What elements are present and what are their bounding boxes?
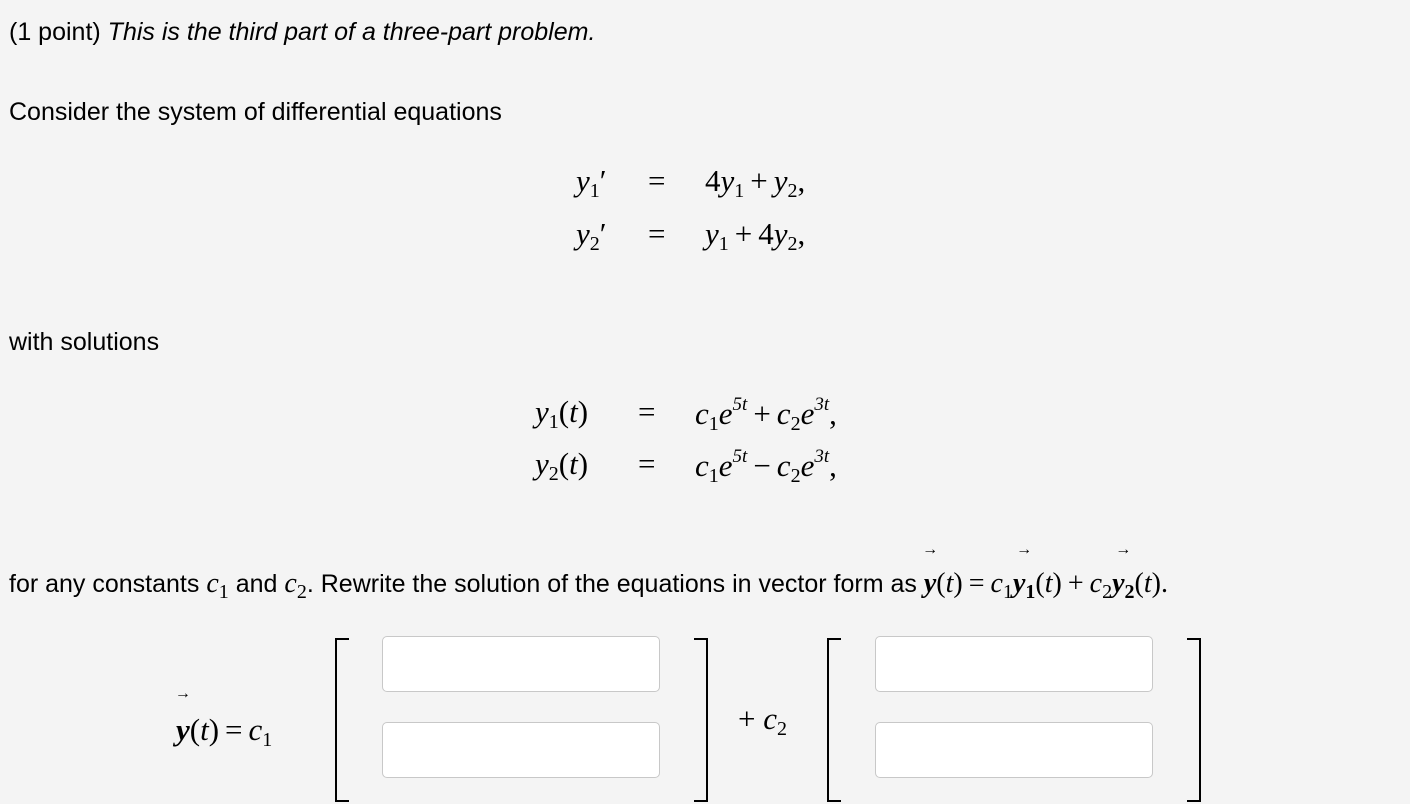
sol-eq-2: = xyxy=(638,446,656,481)
answer-input-vector1-row1[interactable] xyxy=(382,636,660,692)
matrix1-left-bracket xyxy=(335,638,349,802)
ode-rhs-2: $y_1 + 4y_2$, xyxy=(705,216,806,255)
ode-lhs-1: $y_1'$ xyxy=(576,163,607,202)
and-text: and xyxy=(235,570,278,598)
matrix1-right-bracket xyxy=(694,638,708,802)
ode-rhs-1: $4y_1 + y_2$, xyxy=(705,163,806,202)
solutions-text: with solutions xyxy=(9,328,160,356)
final-text: for any constants xyxy=(9,570,200,598)
c1-symbol: $c_1$ xyxy=(206,568,229,603)
ode-lhs-2: $y_2'$ xyxy=(576,216,607,255)
ode-eq-2: = xyxy=(648,216,666,251)
sol-rhs-2: $c_1e^{5t} - c_2e^{3t}$, xyxy=(695,446,837,487)
matrix2-right-bracket xyxy=(1187,638,1201,802)
sol-lhs-1: $y_1(t)$ xyxy=(535,394,589,433)
ode-eq-1: = xyxy=(648,163,666,198)
rewrite-text: . Rewrite the solution of the equations in vector form as xyxy=(306,570,917,598)
points-label: (1 point) xyxy=(9,18,101,46)
answer-input-vector2-row1[interactable] xyxy=(875,636,1153,692)
rewrite-instruction xyxy=(9,541,1168,604)
sol-eq-1: = xyxy=(638,394,656,429)
part-note: This is the third part of a three-part problem. xyxy=(107,18,596,46)
sol-rhs-1: $c_1e^{5t} + c_2e^{3t}$, xyxy=(695,394,837,435)
sol-lhs-2: $y_2(t)$ xyxy=(535,446,589,485)
answer-lhs: y → $(t) = c_1$ xyxy=(174,685,273,751)
vector-form-equation: y → $(t) = c_1y_1$ → $(t) + c_2y_2$ → (t). xyxy=(922,541,1168,603)
problem-header xyxy=(9,18,595,47)
plus-c2: + $c_2$ xyxy=(738,701,787,740)
c2-symbol: $c_2$ xyxy=(284,568,307,603)
answer-input-vector2-row2[interactable] xyxy=(875,722,1153,778)
answer-input-vector1-row2[interactable] xyxy=(382,722,660,778)
consider-text: Consider the system of differential equations xyxy=(9,98,502,126)
matrix2-left-bracket xyxy=(827,638,841,802)
